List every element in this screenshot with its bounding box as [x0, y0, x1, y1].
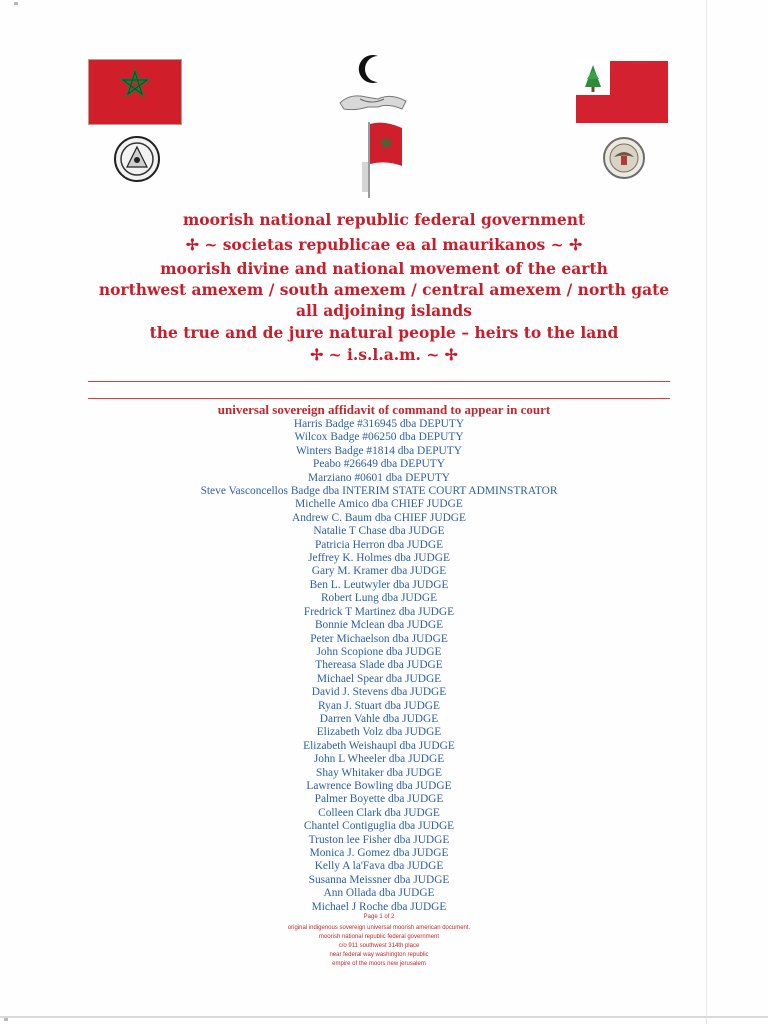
- list-item: Lawrence Bowling dba JUDGE: [306, 779, 452, 792]
- list-item: Patricia Herron dba JUDGE: [314, 538, 444, 551]
- clasped-hands-icon: [338, 89, 408, 113]
- list-item: David J. Stevens dba JUDGE: [311, 686, 447, 699]
- list-item: Robert Lung dba JUDGE: [320, 592, 438, 605]
- list-item: Andrew C. Baum dba CHIEF JUDGE: [291, 511, 466, 524]
- header-line-4: northwest amexem / south amexem / central amexem / north gate: [98, 280, 670, 299]
- list-item: Elizabeth Weishaupl dba JUDGE: [303, 739, 455, 752]
- list-item: Ryan J. Stuart dba JUDGE: [318, 699, 440, 712]
- list-item: John L Wheeler dba JUDGE: [313, 753, 445, 766]
- list-item: Shay Whitaker dba JUDGE: [315, 766, 442, 779]
- header-line-2: ✢ ~ societas republicae ea al maurikanos ~ ✢: [185, 235, 583, 254]
- list-item: Chantel Contiguglia dba JUDGE: [303, 820, 455, 833]
- list-item: Gary M. Kramer dba JUDGE: [311, 565, 447, 578]
- scan-speck: [4, 1018, 8, 1021]
- center-flag-icon: [352, 118, 408, 198]
- list-item: Winters Badge #1814 dba DEPUTY: [296, 444, 462, 457]
- header-line-7: ✢ ~ i.s.l.a.m. ~ ✢: [310, 345, 458, 364]
- ornament-icon: ✢: [444, 345, 458, 364]
- list-item: Michelle Amico dba CHIEF JUDGE: [295, 498, 463, 511]
- list-item: Palmer Boyette dba JUDGE: [314, 793, 444, 806]
- moroccan-flag-icon: [88, 59, 182, 125]
- ornament-icon: ✢: [310, 345, 324, 364]
- list-item: Michael J Roche dba JUDGE: [311, 900, 447, 913]
- footer-line: c/o 911 southwest 314th place: [338, 943, 420, 949]
- list-item: Fredrick T Martinez dba JUDGE: [303, 605, 455, 618]
- header-line-1: moorish national republic federal government: [182, 210, 586, 229]
- header-line-3: moorish divine and national movement of the earth: [160, 259, 608, 278]
- list-item: Harris Badge #316945 dba DEPUTY: [293, 418, 465, 430]
- list-item: Elizabeth Volz dba JUDGE: [316, 726, 442, 739]
- list-item: Michael Spear dba JUDGE: [316, 672, 442, 685]
- list-item: Jeffrey K. Holmes dba JUDGE: [308, 552, 450, 565]
- page-number: Page 1 of 2: [363, 914, 395, 920]
- list-item: Darren Vahle dba JUDGE: [319, 712, 439, 725]
- footer-line: near federal way washington republic: [329, 952, 429, 958]
- footer-line: original indigenous sovereign universal moorish american document.: [287, 925, 471, 931]
- divider-line: [88, 398, 670, 399]
- list-item: Susanna Meissner dba JUDGE: [308, 873, 450, 886]
- crescent-icon: [352, 50, 390, 88]
- flag-canton: [576, 61, 610, 95]
- list-item: Peabo #26649 dba DEPUTY: [313, 458, 445, 471]
- ornament-icon: ✢: [185, 235, 199, 254]
- scan-speck: [14, 2, 18, 5]
- us-great-seal-icon: [603, 137, 645, 179]
- list-item: John Scopione dba JUDGE: [316, 645, 442, 658]
- masonic-seal-icon: [114, 136, 160, 182]
- names-list: [0, 418, 758, 914]
- list-item: Natalie T Chase dba JUDGE: [313, 525, 445, 538]
- list-item: Ben L. Leutwyler dba JUDGE: [309, 578, 449, 591]
- list-item: Bonnie Mclean dba JUDGE: [314, 619, 444, 632]
- list-item: Colleen Clark dba JUDGE: [318, 806, 440, 819]
- header-line-6: the true and de jure natural people – heirs to the land: [149, 323, 619, 342]
- page-edge: [0, 1016, 768, 1018]
- list-item: Wilcox Badge #06250 dba DEPUTY: [294, 431, 464, 444]
- new-england-flag-icon: [576, 61, 668, 123]
- list-item: Marziano #0601 dba DEPUTY: [307, 471, 451, 484]
- list-item: Truston lee Fisher dba JUDGE: [308, 833, 450, 846]
- list-item: Ann Ollada dba JUDGE: [323, 887, 435, 900]
- header-line-5: all adjoining islands: [296, 301, 472, 320]
- footer-line: moorish national republic federal government: [318, 934, 440, 940]
- ornament-icon: ✢: [569, 235, 583, 254]
- affidavit-title: universal sovereign affidavit of command to appear in court: [217, 402, 551, 417]
- divider-line: [88, 381, 670, 382]
- footer-line: empire of the moors new jerusalem: [332, 961, 426, 967]
- list-item: Monica J. Gomez dba JUDGE: [309, 847, 449, 859]
- list-item: Thereasa Slade dba JUDGE: [315, 659, 443, 672]
- list-item: Steve Vasconcellos Badge dba INTERIM STATE COURT ADMINSTRATOR: [200, 485, 558, 498]
- list-item: Peter Michaelson dba JUDGE: [310, 632, 448, 645]
- list-item: Kelly A la'Fava dba JUDGE: [314, 860, 444, 873]
